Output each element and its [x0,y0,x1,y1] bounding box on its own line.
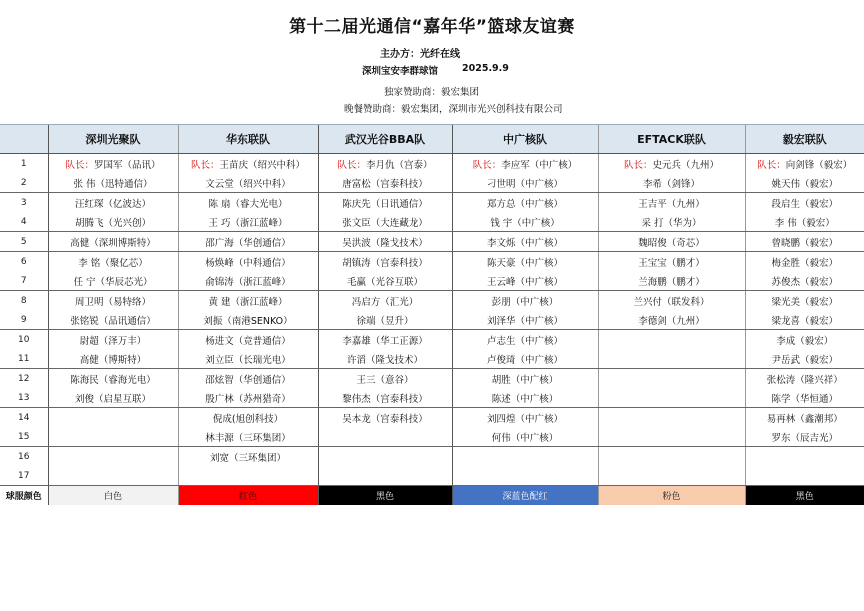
row-number: 1 [20,158,27,169]
player-cell: 林丰源（三环集团） [178,427,318,447]
player-cell: 邵广海（华创通信） [178,232,318,252]
table-row [0,212,864,232]
captain-label: 队长： [65,159,94,171]
player-cell: 梁龙喜（毅宏） [745,310,864,330]
jersey-color-row [0,486,864,506]
table-row [0,447,864,467]
captain-cell [178,154,318,174]
team-header: 毅宏联队 [745,125,864,154]
table-row [0,369,864,389]
player-cell: 刘四煌（中广核） [452,408,598,428]
player-cell: 兰海鹏（鹏才） [598,271,745,291]
player-cell [598,408,745,428]
row-number: 17 [0,466,48,486]
row-number: 3 [20,197,27,208]
table-row [0,291,864,311]
player-cell [598,349,745,369]
player-cell: 刁世明（中广核） [452,173,598,193]
organizer-line: 主办方：光纤在线 [380,49,460,60]
team-header: 中广核队 [452,125,598,154]
player-cell: 梁光美（毅宏） [745,291,864,311]
player-cell: 刘振（南港SENKO） [178,310,318,330]
player-cell: 张 伟（迅特通信） [48,173,178,193]
roster-body [0,154,864,506]
player-cell: 刘宽（三环集团） [178,447,318,467]
player-cell: 汪红琛（亿波达） [48,193,178,213]
row-number: 12 [18,373,30,384]
captain-name: 李应军（中广核） [501,159,578,171]
page-title: 第十二届光通信“嘉年华”篮球友谊赛 [289,17,575,37]
player-cell: 卢志生（中广核） [452,330,598,350]
date-line: 2025.9.9 [462,63,509,74]
player-cell: 张文臣（大连藏龙） [318,212,452,232]
row-number: 8 [20,295,27,306]
player-cell: 郑方总（中广核） [452,193,598,213]
table-row [0,173,864,193]
player-cell: 刘泽华（中广核） [452,310,598,330]
player-cell [598,330,745,350]
player-cell: 徐端（昱升） [318,310,452,330]
player-cell: 陈庆先（日讯通信） [318,193,452,213]
player-cell: 王云峰（中广核） [452,271,598,291]
table-row [0,349,864,369]
table-row [0,252,864,272]
captain-name: 向剑锋（毅宏） [785,159,853,171]
player-cell [745,466,864,486]
captain-label: 队长： [623,159,653,171]
player-cell: 李 铭（聚亿芯） [48,252,178,272]
jersey-color-cell: 黑色 [318,486,452,506]
player-cell: 任 宁（华辰芯光） [48,271,178,291]
player-cell: 曾晓鹏（毅宏） [745,232,864,252]
player-cell: 胡胜（中广核） [452,369,598,389]
captain-cell [48,154,178,174]
player-cell: 俞锦涛（浙江蓝峰） [178,271,318,291]
player-cell: 王 巧（浙江蓝峰） [178,212,318,232]
player-cell: 刘立臣（长瑞光电） [178,349,318,369]
jersey-color-cell: 红色 [178,486,318,506]
player-cell: 李 伟（毅宏） [745,212,864,232]
player-cell [452,447,598,467]
player-cell: 苏俊杰（毅宏） [745,271,864,291]
player-cell: 文云堂（绍兴中科） [178,173,318,193]
player-cell: 姚天伟（毅宏） [745,173,864,193]
table-row [0,232,864,252]
table-row [0,310,864,330]
team-header-row [0,125,864,154]
player-cell: 采 打（华为） [598,212,745,232]
row-number: 6 [20,256,27,267]
player-cell: 胡镇涛（宫泰科技） [318,252,452,272]
table-row [0,427,864,447]
player-cell: 高健（深圳博斯特） [48,232,178,252]
player-cell: 易再林（鑫潮邦） [745,408,864,428]
player-cell: 吴本龙（宫泰科技） [318,408,452,428]
team-header: 华东联队 [178,125,318,154]
player-cell: 钱 宇（中广核） [452,212,598,232]
row-number: 14 [18,412,30,423]
table-row [0,271,864,291]
captain-name: 李月仇（宫泰） [366,159,433,171]
jersey-color-label: 球服颜色 [0,486,48,506]
player-cell: 杨焕峰（中科通信） [178,252,318,272]
player-cell [318,447,452,467]
row-number: 4 [0,212,48,232]
row-number: 9 [0,310,48,330]
player-cell [598,388,745,408]
row-number: 16 [18,451,30,462]
venue-line: 深圳宝安李群球馆 [362,66,439,77]
player-cell: 陈 扇（睿大光电） [178,193,318,213]
player-cell: 王宝宝（鹏才） [598,252,745,272]
jersey-color-cell: 粉色 [598,486,745,506]
row-number: 10 [18,334,30,345]
player-cell: 殷广林（苏州猎奇） [178,388,318,408]
captain-cell [452,154,598,174]
player-cell [598,369,745,389]
player-cell: 李希（剑锋） [598,173,745,193]
captain-name: 史元兵（九州） [652,159,720,171]
dinner-sponsor-line: 晚餐赞助商：毅宏集团，深圳市光兴创科技有限公司 [344,104,563,115]
player-cell [452,466,598,486]
team-header: 武汉光谷BBA队 [318,125,452,154]
player-cell: 倪成(旭创科技） [178,408,318,428]
captain-cell [318,154,452,174]
player-cell: 周卫明（易特络） [48,291,178,311]
player-cell: 何伟（中广核） [452,427,598,447]
player-cell: 胡腾飞（光兴创） [48,212,178,232]
captain-name: 王苗庆（绍兴中科） [219,159,306,171]
player-cell: 李成（毅宏） [745,330,864,350]
player-cell: 吴洪波（隆戈技术） [318,232,452,252]
player-cell: 兰兴付（联发科） [598,291,745,311]
player-cell [598,447,745,467]
row-number: 5 [0,232,48,252]
table-row [0,388,864,408]
player-cell: 毛赢（光谷互联） [318,271,452,291]
captain-cell [598,154,745,174]
player-cell: 邵炫智（华创通信） [178,369,318,389]
player-cell: 陈学（华恒通） [745,388,864,408]
player-cell: 彭朋（中广核） [452,291,598,311]
player-cell: 尹岳武（毅宏） [745,349,864,369]
player-cell: 张铭锐（品讯通信） [48,310,178,330]
player-cell: 陈海民（睿海光电） [48,369,178,389]
player-cell: 陈天豪（中广核） [452,252,598,272]
table-row [0,330,864,350]
team-header: 深圳光聚队 [48,125,178,154]
row-number: 13 [0,388,48,408]
player-cell [48,427,178,447]
jersey-color-cell: 白色 [48,486,178,506]
player-cell: 段启生（毅宏） [745,193,864,213]
captain-cell [745,154,864,174]
player-cell: 高健（博斯特） [48,349,178,369]
captain-label: 队长： [337,159,366,171]
player-cell [48,447,178,467]
player-cell: 张松涛（隆兴祥） [745,369,864,389]
player-cell: 卢俊琦（中广核） [452,349,598,369]
row-number: 2 [0,173,48,193]
player-cell: 杨进文（竞普通信） [178,330,318,350]
table-row [0,154,864,174]
table-row [0,193,864,213]
table-row [0,408,864,428]
captain-name: 罗国军（品讯） [94,159,161,171]
jersey-color-cell: 深蓝色配红 [452,486,598,506]
row-number: 11 [0,349,48,369]
player-cell: 魏昭俊（奇芯） [598,232,745,252]
team-header: EFTACK联队 [598,125,745,154]
player-cell: 刘俊（启星互联） [48,388,178,408]
player-cell [318,466,452,486]
player-cell [598,427,745,447]
player-cell: 黎伟杰（宫泰科技） [318,388,452,408]
captain-label: 队长： [190,159,220,171]
player-cell [318,427,452,447]
player-cell: 罗东（辰吉光） [745,427,864,447]
player-cell: 尉超（泽万丰） [48,330,178,350]
player-cell: 王吉平（九州） [598,193,745,213]
sponsor-line: 独家赞助商：毅宏集团 [384,87,480,98]
player-cell [48,466,178,486]
player-cell: 唐富松（宫泰科技） [318,173,452,193]
roster-table [0,124,864,505]
row-number: 7 [0,271,48,291]
corner-cell [0,125,48,154]
player-cell: 许滔（隆戈技术） [318,349,452,369]
captain-label: 队长： [757,159,786,171]
player-cell [598,466,745,486]
jersey-color-cell: 黑色 [745,486,864,506]
player-cell: 李文烁（中广核） [452,232,598,252]
player-cell: 陈述（中广核） [452,388,598,408]
player-cell: 李德剑（九州） [598,310,745,330]
player-cell: 黄 建（浙江蓝峰） [178,291,318,311]
player-cell: 李嘉雄（华工正源） [318,330,452,350]
player-cell [48,408,178,428]
player-cell [745,447,864,467]
player-cell: 梅金胜（毅宏） [745,252,864,272]
player-cell [178,466,318,486]
player-cell: 冯启方（汇光） [318,291,452,311]
table-row [0,466,864,486]
row-number: 15 [0,427,48,447]
captain-label: 队长： [472,159,502,171]
player-cell: 王三（意谷） [318,369,452,389]
